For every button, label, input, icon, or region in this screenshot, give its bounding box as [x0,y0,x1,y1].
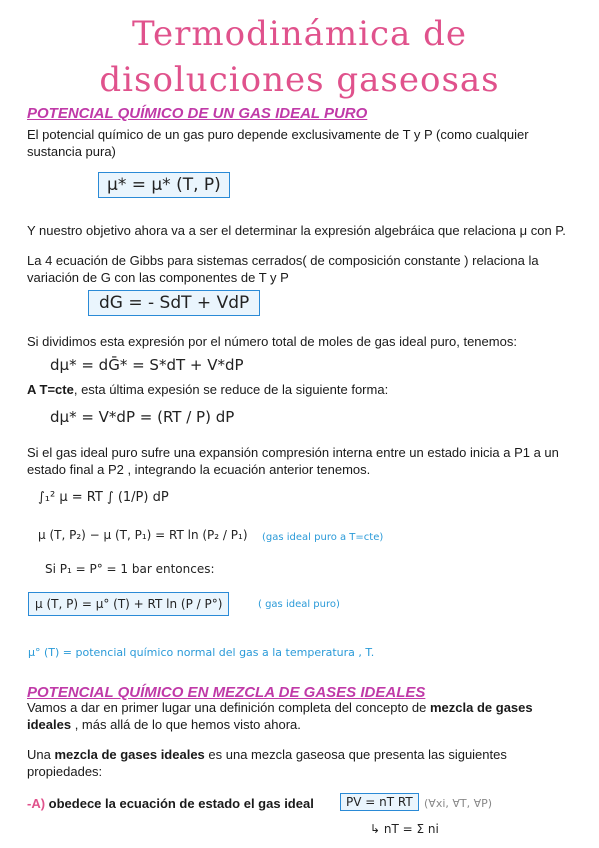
section2-p2-a: Una [27,747,55,762]
section1-intro: El potencial químico de un gas puro depende exclusivamente de T y P (como cualquier sustancia pura) [27,127,529,159]
note-forall: (∀xi, ∀T, ∀P) [424,797,493,810]
equation-mu-difference: μ (T, P₂) − μ (T, P₁) = RT ln (P₂ / P₁) [38,528,248,542]
note-tcte: (gas ideal puro a T=cte) [262,532,384,543]
expansion-text: Si el gas ideal puro sufre una expansión compresión interna entre un estado inicia a P1 a un estado final a P2 , integrando la ecuación anterior tenemos. [27,445,559,477]
note-gas-ideal-puro: ( gas ideal puro) [258,599,340,610]
gibbs-text: La 4 ecuación de Gibbs para sistemas cerrados( de composición constante ) relaciona la variación de G con las componentes de T y P [27,253,539,285]
equation-dg-box: dG = - SdT + VdP [88,290,260,316]
property-a [27,796,314,811]
equation-p1-condition: Si P₁ = P° = 1 bar entonces: [45,562,215,576]
tcte-bold: A T=cte [27,382,74,397]
equation-mu-final-box: μ (T, P) = μ° (T) + RT ln (P / P°) [28,592,229,616]
page-title-line1: Termodinámica de [131,14,468,54]
equation-mu-star-box: μ* = μ* (T, P) [98,172,230,198]
section1-heading: POTENCIAL QUÍMICO DE UN GAS IDEAL PURO [27,105,368,122]
section2-p1 [27,699,579,733]
section2-p2-b: es una mezcla gaseosa que presenta las siguientes propiedades: [27,747,507,779]
equation-integral: ∫₁² μ = RT ∫ (1/P) dP [38,490,169,505]
property-a-text: obedece la ecuación de estado el gas ideal [45,796,314,811]
section2-p1-b: , más allá de lo que hemos visto ahora. [71,717,301,732]
mu0-definition: μ° (T) = potencial químico normal del gas a la temperatura , T. [28,646,375,659]
section2-heading: POTENCIAL QUÍMICO EN MEZCLA DE GASES IDEALES [27,684,426,701]
property-a-marker: -A) [27,796,46,811]
equation-dmu-full: dμ* = dḠ* = S*dT + V*dP [50,356,244,374]
section2-p2-bold: mezcla de gases ideales [54,747,205,762]
equation-dmu-tcte: dμ* = V*dP = (RT / P) dP [50,408,235,426]
section2-p1-a: Vamos a dar en primer lugar una definición completa del concepto de [27,700,430,715]
equation-pv-box: PV = nT RT [340,793,419,811]
objective-text: Y nuestro objetivo ahora va a ser el determinar la expresión algebráica que relaciona μ con P. [27,223,566,238]
tcte-text [27,381,579,398]
equation-nt-sum: ↳ nT = Σ ni [370,822,439,836]
section2-p2 [27,746,579,780]
section2-p1-bold: mezcla de gases ideales [27,700,533,732]
page-title-line2: disoluciones gaseosas [99,60,500,100]
divide-text: Si dividimos esta expresión por el número total de moles de gas ideal puro, tenemos: [27,334,517,349]
tcte-rest: , esta última expesión se reduce de la siguiente forma: [73,382,389,397]
